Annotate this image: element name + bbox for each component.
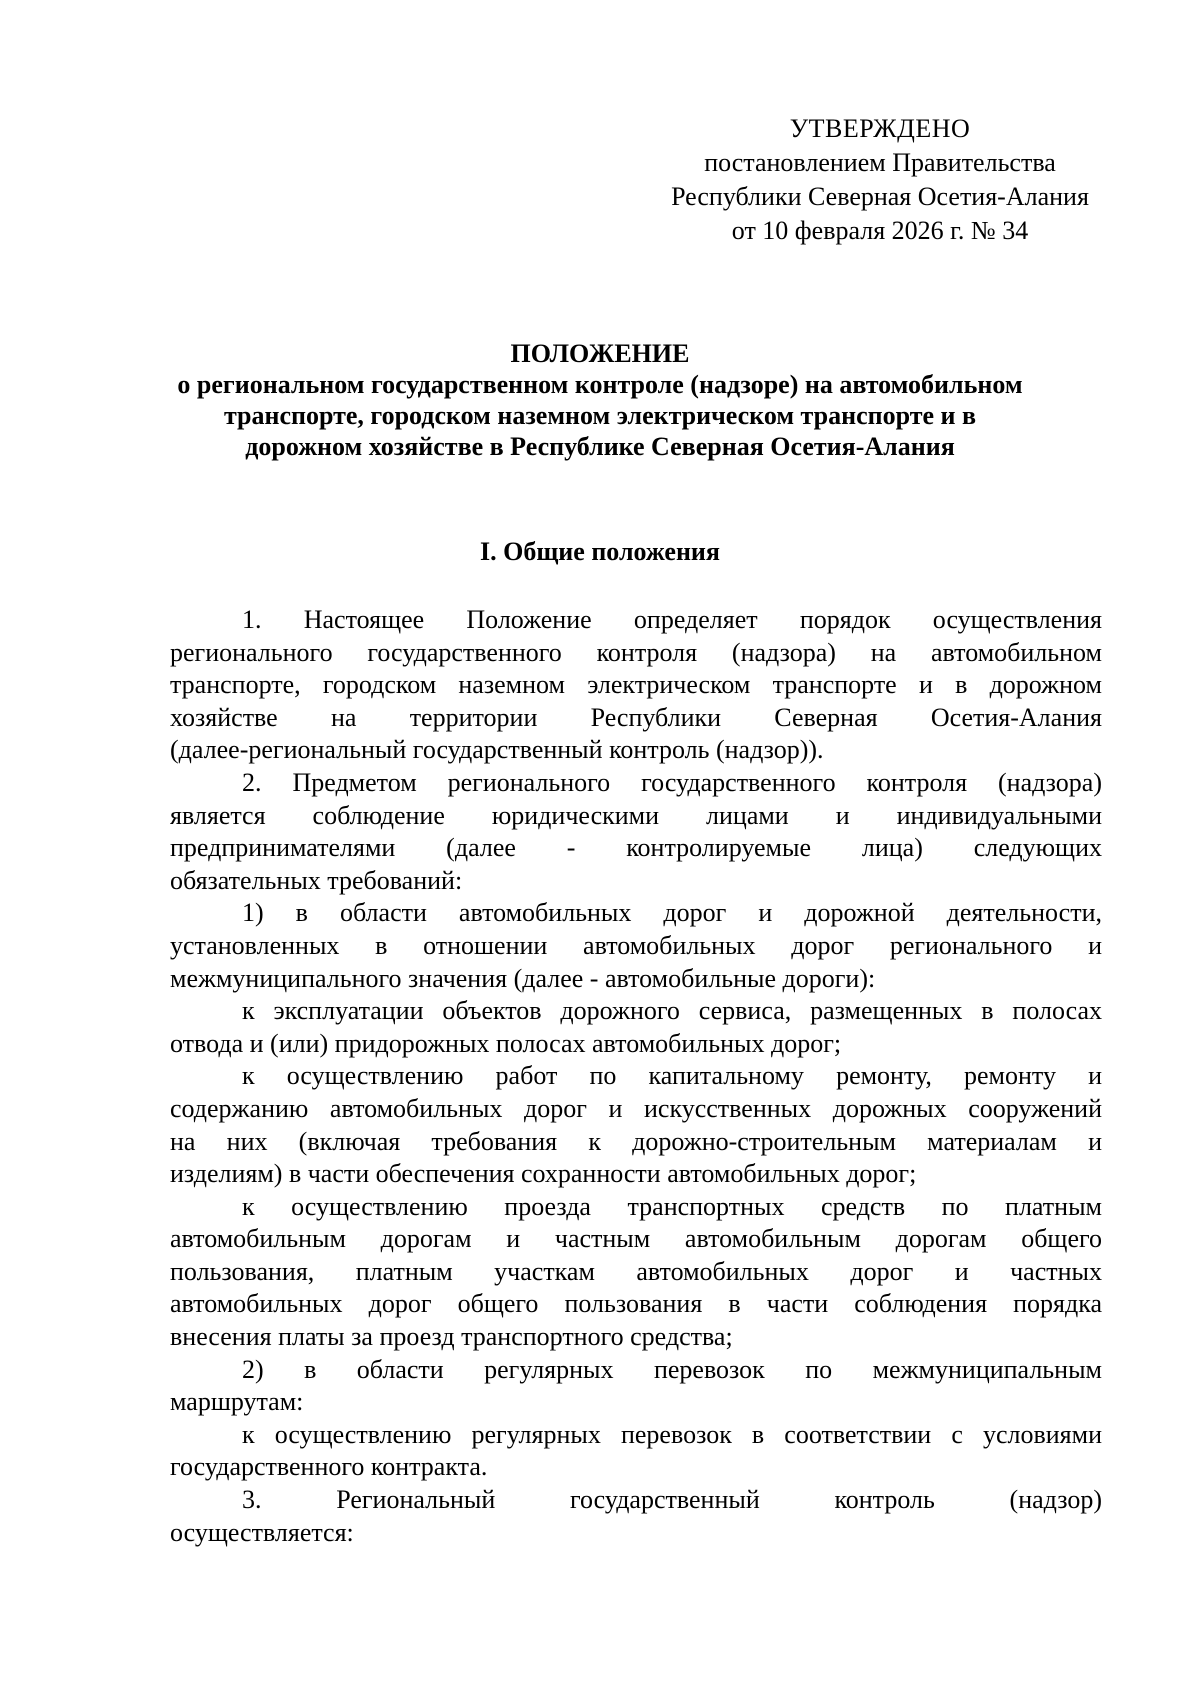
body-line: пользования, платным участкам автомобильных дорог и частных — [170, 1256, 1102, 1286]
title-heading: ПОЛОЖЕНИЕ — [510, 339, 690, 368]
approval-title: УТВЕРЖДЕНО — [789, 114, 971, 143]
body-line: является соблюдение юридическими лицами и индивидуальными — [170, 800, 1102, 830]
approval-line-3: от 10 февраля 2026 г. № 34 — [731, 216, 1029, 245]
approval-line-2: Республики Северная Осетия-Алания — [671, 182, 1089, 211]
body-line: (далее-региональный государственный контроль (надзор)). — [170, 735, 824, 765]
body-line: внесения платы за проезд транспортного средства; — [170, 1322, 733, 1352]
body-line: транспорте, городском наземном электрическом транспорте и в дорожном — [170, 670, 1102, 700]
body-line: установленных в отношении автомобильных дорог регионального и — [170, 930, 1102, 960]
approval-line-1: постановлением Правительства — [704, 148, 1056, 177]
title-line-2: транспорте, городском наземном электрическом транспорте и в — [223, 401, 977, 430]
body-line: автомобильных дорог общего пользования в части соблюдения порядка — [170, 1289, 1102, 1319]
approval-stamp — [620, 112, 1140, 248]
body-line: предпринимателями (далее - контролируемые лица) следующих — [170, 833, 1102, 863]
document-title — [160, 338, 1040, 462]
section-heading: I. Общие положения — [480, 537, 720, 566]
body-line: маршрутам: — [170, 1387, 304, 1417]
body-line: 2) в области регулярных перевозок по межмуниципальным — [242, 1354, 1102, 1384]
body-line: межмуниципального значения (далее - автомобильные дороги): — [170, 963, 876, 993]
body-line: к осуществлению работ по капитальному ремонту, ремонту и — [242, 1061, 1102, 1091]
body-line: 3. Региональный государственный контроль (надзор) — [242, 1485, 1102, 1515]
body-line: к осуществлению проезда транспортных средств по платным — [242, 1191, 1102, 1221]
body-line: 1) в области автомобильных дорог и дорожной деятельности, — [242, 898, 1102, 928]
body-line: к эксплуатации объектов дорожного сервиса, размещенных в полосах — [242, 996, 1102, 1026]
body-line: хозяйстве на территории Республики Северная Осетия-Алания — [170, 702, 1102, 732]
body-line: содержанию автомобильных дорог и искусственных дорожных сооружений — [170, 1093, 1102, 1123]
title-line-3: дорожном хозяйстве в Республике Северная Осетия-Алания — [245, 432, 955, 461]
body-line: изделиям) в части обеспечения сохранности автомобильных дорог; — [170, 1159, 917, 1189]
title-line-1: о региональном государственном контроле (надзоре) на автомобильном — [177, 370, 1023, 399]
body-line: обязательных требований: — [170, 865, 463, 895]
body-line: регионального государственного контроля (надзора) на автомобильном — [170, 637, 1102, 667]
body-line: на них (включая требования к дорожно-строительным материалам и — [170, 1126, 1102, 1156]
body-line: 1. Настоящее Положение определяет порядок осуществления — [242, 605, 1102, 634]
body-line: к осуществлению регулярных перевозок в соответствии с условиями — [242, 1419, 1102, 1449]
body-line: государственного контракта. — [170, 1452, 488, 1482]
body-line: отвода и (или) придорожных полосах автомобильных дорог; — [170, 1028, 842, 1058]
body-line: автомобильным дорогам и частным автомобильным дорогам общего — [170, 1224, 1102, 1254]
body-line: осуществляется: — [170, 1517, 354, 1547]
body-line: 2. Предметом регионального государственного контроля (надзора) — [242, 767, 1102, 797]
document-body — [170, 604, 1102, 1549]
